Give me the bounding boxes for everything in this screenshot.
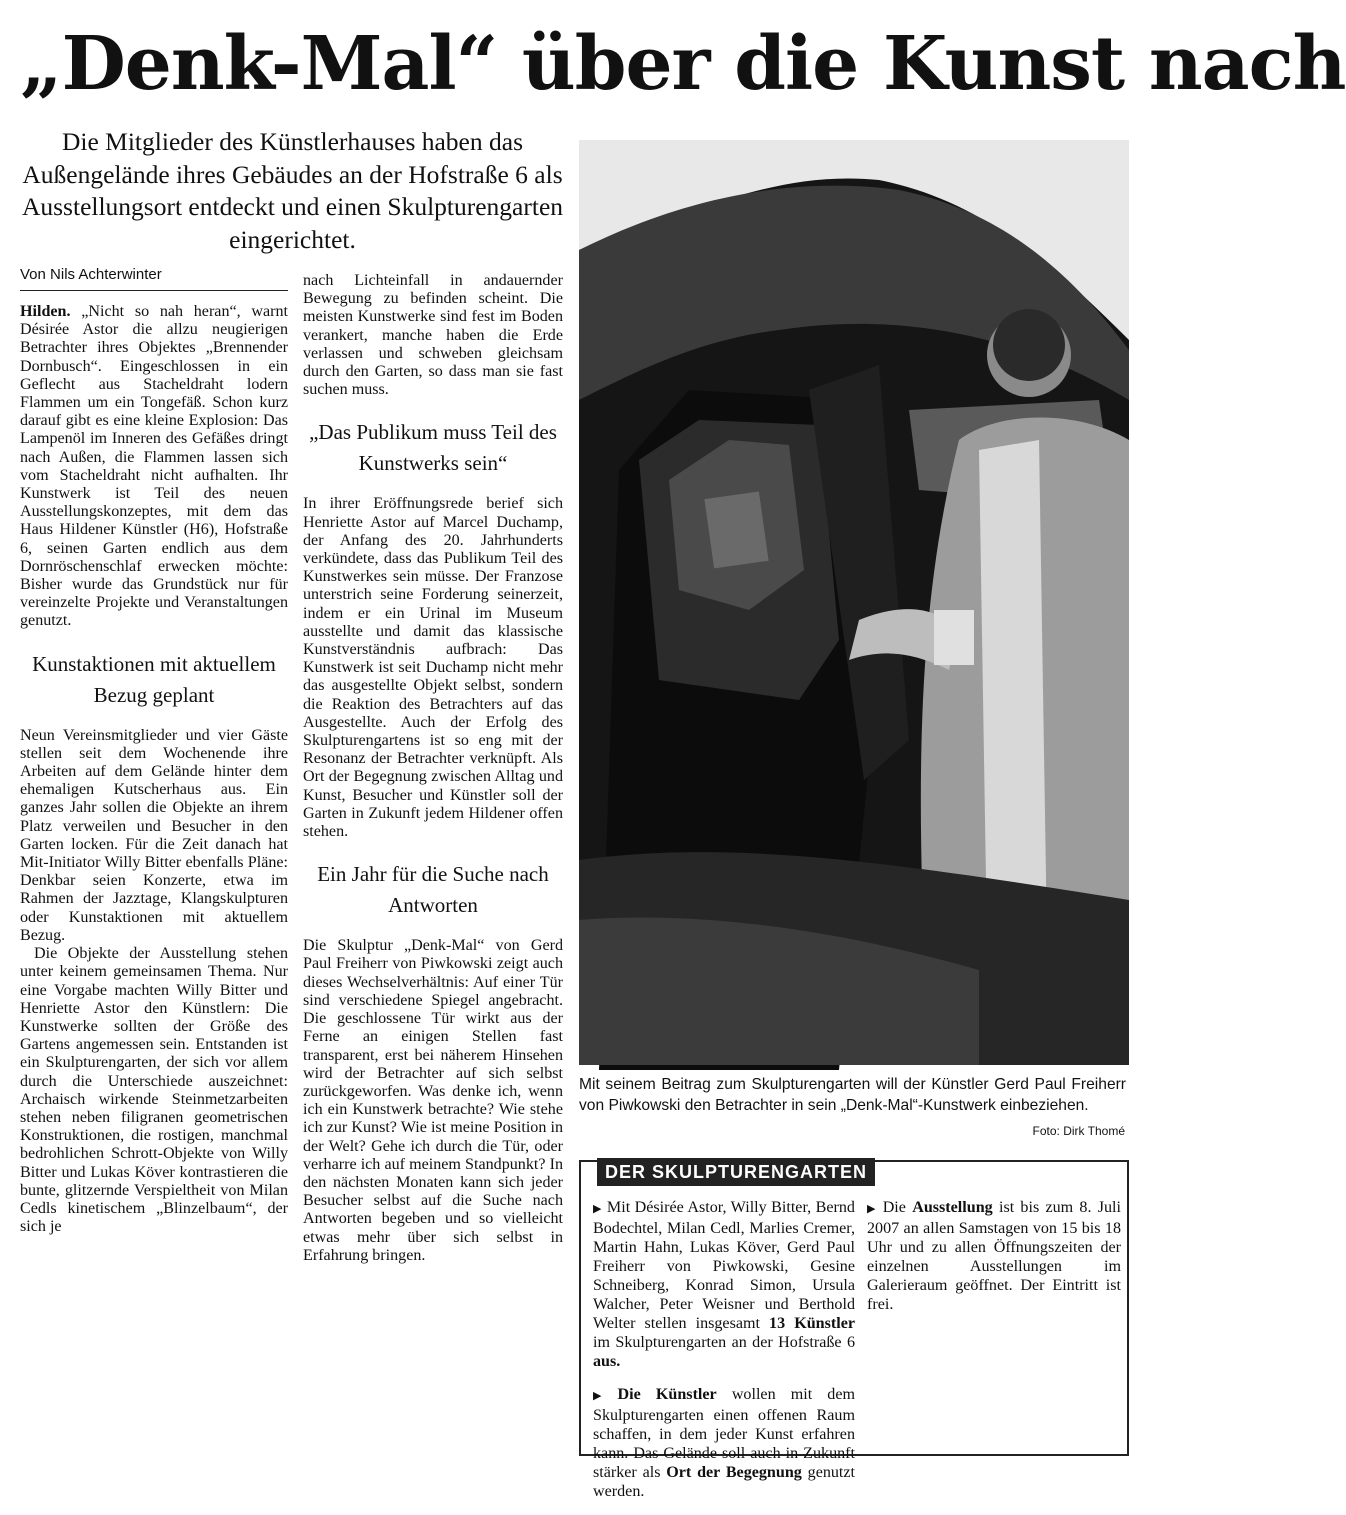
info-box-title: DER SKULPTURENGARTEN [597,1158,875,1186]
info-emphasis: aus. [593,1353,621,1370]
paragraph: In ihrer Eröffnungsrede berief sich Henriette Astor auf Marcel Duchamp, der Anfang des 20. Jahrhunderts verkündete, dass das Publikum Teil des Kunstwerkes sein müsse. Der Franzose unterstrich seine Forderung seinerzeit, indem er ein Urinal im Museum ausstellte und damit das klassische Kunstverständnis aufbrach: Das Kunstwerk ist seit Duchamp nicht mehr das ausgestellte Objekt selbst, sondern die Reaktion des Betrachters auf das Ausgestellte. Auch der Erfolg des Skulpturengartens ist so eng mit der Resonanz der Betrachter verknüpft. Als Ort der Begegnung zwischen Alltag und Kunst, Besucher und Künstler soll der Garten in Zukunft jedem Hildener offen stehen. [303,495,563,841]
info-item [867,1198,1121,1314]
paragraph-text: „Nicht so nah heran“, warnt Désirée Astor die allzu neugierigen Betrachter ihres Objektes „Brennender Dornbusch“. Eingeschlossen in ein Geflecht aus Stacheldraht lodern Flammen um ein Tongefäß. Schon kurz darauf gibt es eine kleine Explosion: Das Lampenöl im Inneren des Gefäßes dringt nach Außen, die Flammen lassen sich vom Stacheldraht nicht aufhalten. Ihr Kunstwerk ist Teil des neuen Ausstellungskonzeptes, mit dem das Haus Hildener Künstler (H6), Hofstraße 6, seinen Garten endlich aus dem Dornröschenschlaf erwecken möchte: Bisher wurde das Grundstück nur für vereinzelte Projekte und Veranstaltungen genutzt. [20,303,288,630]
triangle-bullet-icon: ▶ [593,1390,613,1402]
info-text: im Skulpturengarten an der Hofstraße 6 [593,1334,855,1351]
article-photo [579,140,1129,1065]
info-box [579,1160,1129,1500]
triangle-bullet-icon: ▶ [593,1203,602,1215]
article-column-2 [303,272,563,1265]
info-text: genutzt werden. [593,1464,856,1500]
triangle-bullet-icon: ▶ [867,1203,878,1215]
info-item [593,1198,855,1371]
paragraph: Die Skulptur „Denk-Mal“ von Gerd Paul Freiherr von Piwkowski zeigt auch dieses Wechselverhältnis: Auf einer Tür sind verschiedene Spiegel angebracht. Die geschlossene Tür wirkt aus der Ferne an einigen Stellen fast transparent, erst bei näherem Hinsehen wird der Betrachter auf sich selbst zurückgeworfen. Was denke ich, wenn ich ein Kunstwerk betrachte? Wie stehe ich zur Kunst? Wie ist meine Position in der Welt? Gehe ich durch die Tür, oder verharre ich auf meinem Standpunkt? In den nächsten Monaten kann sich jeder Besucher selbst auf die Suche nach Antworten begeben und so vielleicht etwas mehr über sich selbst in Erfahrung bringen. [303,937,563,1264]
info-box-column-1 [593,1198,855,1515]
info-box-column-2 [867,1198,1121,1328]
photo-illustration [579,140,1129,1065]
byline: Von Nils Achterwinter [20,266,288,291]
section-heading: Ein Jahr für die Suche nach Antworten [317,862,549,918]
article-subheadline: Die Mitglieder des Künstlerhauses haben das Außengelände ihres Gebäudes an der Hofstraße 6 als Ausstellungsort entdeckt und einen Skulpturengarten eingerichtet. [21,127,564,254]
info-emphasis: Die Künstler [617,1386,717,1403]
info-text: ist bis zum 8. Juli 2007 an allen Samstagen von 15 bis 18 Uhr und zu allen Öffnungszeiten der einzelnen Ausstellungen im Galerieraum geöffnet. Der Eintritt ist frei. [867,1199,1121,1313]
paragraph: nach Lichteinfall in andauernder Bewegung zu befinden scheint. Die meisten Kunstwerke sind fest im Boden verankert, manche haben die Erde verlassen und schweben gleichsam durch den Garten, so dass man sie fast suchen muss. [303,272,563,399]
info-text: Die [882,1199,906,1216]
info-emphasis: Ausstellung [912,1199,993,1216]
photo-credit: Foto: Dirk Thomé [1032,1124,1125,1138]
section-heading: Kunstaktionen mit aktuellem Bezug geplant [32,651,276,707]
info-item [593,1385,855,1501]
section-heading: „Das Publikum muss Teil des Kunstwerks sein“ [309,420,557,476]
headline: „Denk-Mal“ über die Kunst nach [20,21,1346,107]
info-emphasis: 13 Künstler [769,1315,855,1332]
dateline: Hilden. [20,303,71,320]
paragraph: Neun Vereinsmitglieder und vier Gäste stellen seit dem Wochenende ihre Arbeiten auf dem Gelände hinter dem ehemaligen Kutscherhaus aus. Ein ganzes Jahr sollen die Objekte an ihrem Platz verweilen und Besucher in den Garten locken. Für die Zeit danach hat Mit-Initiator Willy Bitter ebenfalls Pläne: Denkbar seien Konzerte, etwa im Rahmen der Jazztage, Klangskulpturen oder Kunstaktionen mit aktuellem Bezug. [20,726,288,944]
info-text: Mit Désirée Astor, Willy Bitter, Bernd Bodechtel, Milan Cedl, Marlies Cremer, Martin Hahn, Lukas Köver, Gerd Paul Freiherr von Piwkowski, Gesine Schneiberg, Konrad Simon, Ursula Walcher, Peter Weisner und Berthold Welter stellen insgesamt [593,1199,855,1332]
info-text: wollen mit dem Skulpturengarten einen offenen Raum schaffen, in dem jeder Kunst erfahren kann. Das Gelände soll auch in Zukunft stärker als [593,1386,855,1481]
paragraph: Die Objekte der Ausstellung stehen unter keinem gemeinsamen Thema. Nur eine Vorgabe machten Willy Bitter und Henriette Astor den Künstlern: Die Kunstwerke sollten der Größe des Gartens angemessen sein. Entstanden ist ein Skulpturengarten, der sich vor allem durch die Unterschiede auszeichnet: Archaisch wirkende Steinmetzarbeiten stehen neben filigranen geometrischen Konstruktionen, die rostigen, manchmal bedrohlichen Schrott-Objekte von Willy Bitter und Lukas Köver kontrastieren die bunte, glitzernde Verspieltheit von Milan Cedls kinetischem „Blinzelbaum“, der sich je [20,945,288,1236]
photo-caption: Mit seinem Beitrag zum Skulpturengarten will der Künstler Gerd Paul Freiherr von Piwkowski den Betrachter in sein „Denk-Mal“-Kunstwerk einbeziehen. [579,1076,1126,1114]
info-emphasis: Ort der Begegnung [666,1464,802,1481]
paragraph [20,303,288,631]
article-column-1 [20,303,288,1236]
